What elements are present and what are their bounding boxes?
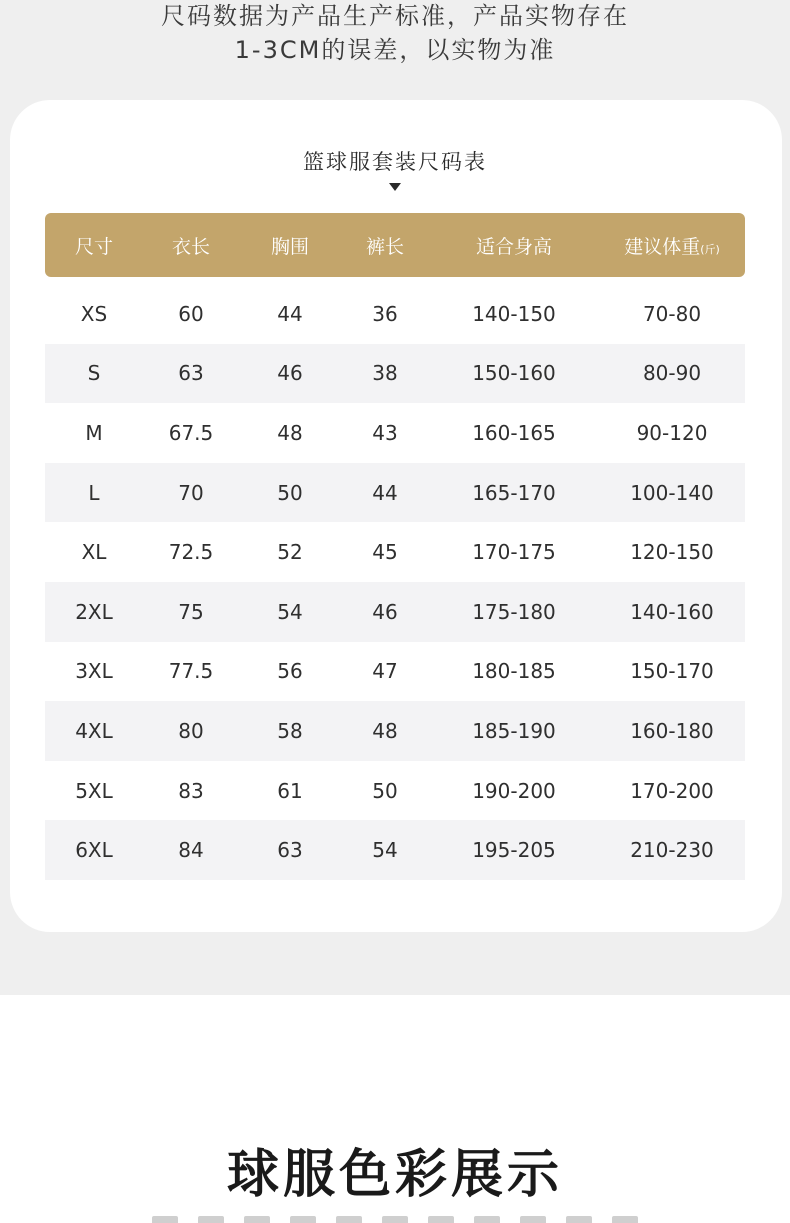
cell-length: 63 xyxy=(178,361,204,386)
cell-size: XS xyxy=(80,301,108,326)
cell-size: 2XL xyxy=(75,599,113,624)
cell-size: 4XL xyxy=(75,718,113,743)
cell-height: 180-185 xyxy=(472,659,556,684)
cell-pants-length: 48 xyxy=(372,718,398,743)
cell-pants-length: 44 xyxy=(372,480,398,505)
cell-length: 77.5 xyxy=(168,659,214,684)
cell-weight: 90-120 xyxy=(636,420,708,445)
header-chest: 胸围 xyxy=(270,235,309,258)
cell-weight: 140-160 xyxy=(630,599,714,624)
size-table-body xyxy=(45,284,745,880)
cell-pants-length: 38 xyxy=(372,361,398,386)
cell-size: 3XL xyxy=(75,659,113,684)
cell-height: 175-180 xyxy=(472,599,556,624)
table-row xyxy=(45,642,745,702)
cell-weight: 170-200 xyxy=(630,778,714,803)
table-row xyxy=(45,820,745,880)
cell-weight: 100-140 xyxy=(630,480,714,505)
cell-height: 190-200 xyxy=(472,778,556,803)
cell-pants-length: 47 xyxy=(372,659,398,684)
table-row xyxy=(45,701,745,761)
cell-weight: 160-180 xyxy=(630,718,714,743)
cell-height: 170-175 xyxy=(472,540,556,565)
cell-length: 67.5 xyxy=(168,420,214,445)
cell-height: 195-205 xyxy=(472,838,556,863)
cell-length: 80 xyxy=(178,718,204,743)
table-row xyxy=(45,761,745,821)
cell-chest: 61 xyxy=(277,778,303,803)
cell-size: M xyxy=(85,420,103,445)
header-size: 尺寸 xyxy=(74,235,113,258)
cell-height: 140-150 xyxy=(472,301,556,326)
cell-size: S xyxy=(87,361,101,386)
color-showcase-heading: 球服色彩展示 xyxy=(226,1145,563,1205)
cell-chest: 58 xyxy=(277,718,303,743)
table-row xyxy=(45,284,745,344)
cell-chest: 63 xyxy=(277,838,303,863)
notice-line-1: 尺码数据为产品生产标准，产品实物存在 xyxy=(161,2,629,30)
cell-chest: 44 xyxy=(277,301,303,326)
cell-chest: 54 xyxy=(277,599,303,624)
size-chart-title: 篮球服套装尺码表 xyxy=(303,150,487,174)
cell-pants-length: 36 xyxy=(372,301,398,326)
table-row xyxy=(45,582,745,642)
cell-length: 70 xyxy=(178,480,204,505)
cell-length: 75 xyxy=(178,599,204,624)
cell-length: 84 xyxy=(178,838,204,863)
size-table-header xyxy=(45,213,745,277)
cell-chest: 48 xyxy=(277,420,303,445)
header-weight-unit: (斤) xyxy=(700,242,720,256)
table-row xyxy=(45,522,745,582)
cell-height: 185-190 xyxy=(472,718,556,743)
cell-weight: 210-230 xyxy=(630,838,714,863)
table-row xyxy=(45,463,745,523)
cell-length: 83 xyxy=(178,778,204,803)
cell-pants-length: 50 xyxy=(372,778,398,803)
cell-length: 72.5 xyxy=(168,540,214,565)
cell-chest: 46 xyxy=(277,361,303,386)
cell-weight: 80-90 xyxy=(642,361,702,386)
down-arrow-icon xyxy=(389,183,401,191)
header-weight-label: 建议体重 xyxy=(624,235,701,258)
cell-chest: 52 xyxy=(277,540,303,565)
header-weight xyxy=(599,232,745,259)
cell-size: L xyxy=(88,480,100,505)
table-row xyxy=(45,403,745,463)
header-length: 衣长 xyxy=(171,235,210,258)
cell-pants-length: 43 xyxy=(372,420,398,445)
cell-weight: 120-150 xyxy=(630,540,714,565)
cell-length: 60 xyxy=(178,301,204,326)
cell-size: 5XL xyxy=(75,778,113,803)
cell-weight: 150-170 xyxy=(630,659,714,684)
cut-off-subtitle xyxy=(0,1212,790,1223)
cell-chest: 50 xyxy=(277,480,303,505)
notice-line-2: 1-3CM的误差，以实物为准 xyxy=(234,36,556,64)
header-height: 适合身高 xyxy=(475,235,552,258)
cell-pants-length: 45 xyxy=(372,540,398,565)
cell-pants-length: 54 xyxy=(372,838,398,863)
header-pants-length: 裤长 xyxy=(365,235,404,258)
cell-height: 150-160 xyxy=(472,361,556,386)
cell-height: 165-170 xyxy=(472,480,556,505)
cell-size: 6XL xyxy=(75,838,113,863)
table-row xyxy=(45,344,745,404)
cell-size: XL xyxy=(81,540,107,565)
cell-weight: 70-80 xyxy=(642,301,702,326)
cell-chest: 56 xyxy=(277,659,303,684)
cell-height: 160-165 xyxy=(472,420,556,445)
cell-pants-length: 46 xyxy=(372,599,398,624)
